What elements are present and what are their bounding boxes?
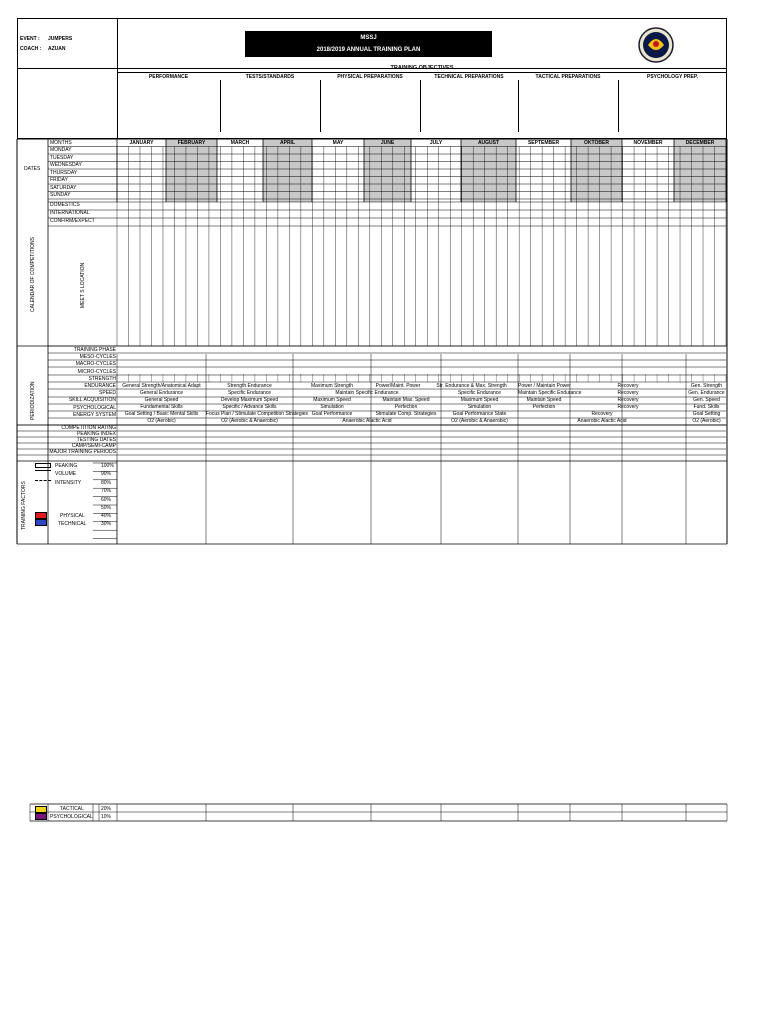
day-saturday: SATURDAY xyxy=(50,184,77,191)
pct-label: 80% xyxy=(101,479,112,486)
peaking-swatch xyxy=(35,463,51,468)
day-monday: MONDAY xyxy=(50,147,72,153)
endurance-cell: Specific Endurance xyxy=(457,390,502,396)
extra-row-label: TESTING DATES xyxy=(76,437,116,443)
comp-0: DOMESTICS xyxy=(50,202,80,208)
period-row-label: STRENGTH xyxy=(88,375,116,382)
speed-cell: Maintain Max. Speed xyxy=(382,397,430,403)
objective-col-0: PERFORMANCE xyxy=(148,74,189,80)
energy-cell: O2 (Aerobic & Anaerobic) xyxy=(221,418,278,424)
legend-volume: VOLUME xyxy=(55,471,77,478)
psych-cell: Focus Plan / Stimulate Competition Strategies xyxy=(206,411,308,417)
speed-cell: Develop Maximum Speed xyxy=(220,397,279,403)
skill-cell: Recovery xyxy=(617,404,639,410)
period-row-label: ENERGY SYSTEM xyxy=(73,411,116,418)
meet-location-label: MEET S LOCATION xyxy=(80,262,86,308)
month-january: JANUARY xyxy=(129,140,154,146)
tactical-label: TACTICAL xyxy=(60,806,84,812)
objective-col-2: PHYSICAL PREPARATIONS xyxy=(337,74,403,80)
speed-cell: Maintain Speed xyxy=(526,397,562,403)
objective-col-3: TECHNICAL PREPARATIONS xyxy=(434,74,504,80)
month-shade xyxy=(571,139,622,202)
periodization-label: PERIODIZATION xyxy=(30,381,36,420)
period-row-label: MICRO-CYCLES xyxy=(77,368,116,375)
day-sunday: SUNDAY xyxy=(50,192,71,198)
objectives-heading: TRAINING OBJECTIVES xyxy=(390,65,454,71)
month-december: DECEMBER xyxy=(685,140,715,146)
speed-cell: Gen. Speed xyxy=(693,397,720,403)
org-name: MSSJ xyxy=(360,35,377,41)
month-march: MARCH xyxy=(230,140,250,146)
pct-label: 100% xyxy=(101,463,114,469)
month-shade xyxy=(166,139,217,202)
strength-cell: Gen. Strength xyxy=(690,383,723,389)
psych-cell: Goal Performance xyxy=(311,411,353,417)
day-tuesday: TUESDAY xyxy=(50,154,74,161)
pct-label: 50% xyxy=(101,505,112,511)
month-june: JUNE xyxy=(380,140,395,146)
month-november: NOVEMBER xyxy=(633,140,663,146)
strength-cell: Power / Maintain Power xyxy=(518,383,571,389)
psych-cell: Goal Performance State xyxy=(452,411,507,417)
psych-cell: Goal Setting / Basic Mental Skills xyxy=(124,411,199,417)
month-august: AUGUST xyxy=(477,140,500,146)
endurance-cell: Gen. Endurance xyxy=(688,390,725,396)
endurance-cell: Maintain Specific Endurance xyxy=(518,390,582,396)
endurance-cell: Recovery xyxy=(617,390,639,396)
strength-cell: General Strength/Anatomical Adapt xyxy=(122,383,201,389)
period-row-label: SKILL ACQUISITION xyxy=(68,397,116,404)
technical-swatch xyxy=(35,519,47,526)
energy-cell: O2 (Aerobic) xyxy=(692,418,721,424)
skill-cell: Fund. Skills xyxy=(693,404,720,410)
strength-cell: Strength Endurance xyxy=(227,383,272,389)
month-oktober: OKTOBER xyxy=(584,140,609,146)
comp-1: INTERNATIONAL xyxy=(50,210,90,216)
extra-row-label: COMPETITION RATING xyxy=(61,425,116,431)
day-friday: FRIDAY xyxy=(50,177,68,183)
tactical-pct: 20% xyxy=(101,806,112,812)
technical-label: TECHNICAL xyxy=(58,521,87,527)
dates-label: DATES xyxy=(24,166,41,172)
day-thursday: THURSDAY xyxy=(50,169,78,176)
psychological-label: PSYCHOLOGICAL xyxy=(50,814,93,820)
skill-cell: Specific / Advance Skills xyxy=(222,404,277,410)
pct-label: 90% xyxy=(101,471,112,478)
speed-cell: Maximum Speed xyxy=(313,397,351,403)
endurance-cell: Maintain Specific Endurance xyxy=(335,390,399,396)
intensity-swatch xyxy=(35,480,51,482)
pct-label: 60% xyxy=(101,496,112,503)
extra-row-label: MAJOR TRAINING PERIODS xyxy=(49,449,116,455)
strength-cell: Recovery xyxy=(617,383,639,389)
strength-cell: Str. Endurance & Max. Strength xyxy=(436,383,507,389)
technical-pct: 30% xyxy=(101,521,112,527)
physical-label: PHYSICAL xyxy=(60,513,85,519)
month-shade xyxy=(674,139,726,202)
energy-cell: O2 (Aerobic & Anaerobic) xyxy=(451,418,508,424)
skill-cell: Simulation xyxy=(467,404,492,410)
month-may: MAY xyxy=(332,140,344,146)
competitions-label: CALENDAR OF COMPETITIONS xyxy=(30,236,36,312)
psych-cell: Recovery xyxy=(591,411,613,417)
day-wednesday: WEDNESDAY xyxy=(50,162,82,168)
physical-swatch xyxy=(35,512,47,519)
month-shade xyxy=(263,139,312,202)
psychological-pct: 10% xyxy=(101,814,112,820)
event-value: JUMPERS xyxy=(48,36,73,42)
psych-cell: Stimulate Comp. Strategies xyxy=(375,411,437,417)
strength-cell: Power/Maint. Power xyxy=(375,383,421,389)
extra-row-label: CAMP/SEMI-CAMP xyxy=(71,443,116,449)
month-september: SEPTEMBER xyxy=(527,140,560,146)
skill-cell: Simulation xyxy=(320,404,344,410)
pct-label: 70% xyxy=(101,488,112,495)
psych-cell: Goal Setting xyxy=(692,411,721,417)
skill-cell: Perfection xyxy=(532,404,556,410)
speed-cell: Maximum Speed xyxy=(460,397,499,403)
psychological-swatch xyxy=(35,813,47,820)
objective-col-1: TESTS/STANDARDS xyxy=(245,74,295,80)
period-row-label: TRAINING PHASE xyxy=(73,347,116,353)
month-february: FEBRUARY xyxy=(177,140,206,146)
skill-cell: Fundamental Skills xyxy=(140,404,183,410)
objective-col-5: PSYCHOLOGY PREP. xyxy=(647,74,698,80)
energy-cell: Anaerobic Alactic Acid xyxy=(342,418,392,424)
training-factors-label: TRAINING FACTORS xyxy=(21,481,27,530)
period-row-label: PSYCHOLOGICAL xyxy=(73,404,116,411)
skill-cell: Perfection xyxy=(394,404,418,410)
volume-swatch xyxy=(35,470,51,471)
month-shade xyxy=(364,139,411,202)
physical-pct: 40% xyxy=(101,513,112,519)
endurance-cell: Specific Endurance xyxy=(227,390,272,396)
month-july: JULY xyxy=(429,140,443,146)
energy-cell: Anaerobic Alactic Acid xyxy=(577,418,627,424)
endurance-cell: General Endurance xyxy=(139,390,184,396)
extra-row-label: PEAKING INDEX xyxy=(77,431,116,437)
speed-cell: Recovery xyxy=(617,397,639,403)
legend-peaking: PEAKING xyxy=(55,463,78,469)
objective-col-4: TACTICAL PREPARATIONS xyxy=(535,74,601,80)
plan-title: 2018/2019 ANNUAL TRAINING PLAN xyxy=(316,47,421,53)
period-row-label: ENDURANCE xyxy=(84,383,116,389)
coach-label: COACH : xyxy=(20,46,42,52)
energy-cell: O2 (Aerobic) xyxy=(147,418,176,424)
strength-cell: Maximum Strength xyxy=(311,383,353,389)
legend-intensity: INTENSITY xyxy=(55,479,82,486)
month-april: APRIL xyxy=(280,140,295,146)
period-row-label: MESO-CYCLES xyxy=(79,354,116,361)
event-label: EVENT : xyxy=(20,36,40,42)
speed-cell: General Speed xyxy=(144,397,179,403)
tactical-swatch xyxy=(35,806,47,813)
period-row-label: MACRO-CYCLES xyxy=(75,361,116,368)
months-label: MONTHS xyxy=(50,140,72,146)
comp-2: CONFIRM/EXPECT xyxy=(50,218,95,224)
coach-value: AZUAN xyxy=(48,46,66,52)
period-row-label: SPEED xyxy=(99,390,116,397)
